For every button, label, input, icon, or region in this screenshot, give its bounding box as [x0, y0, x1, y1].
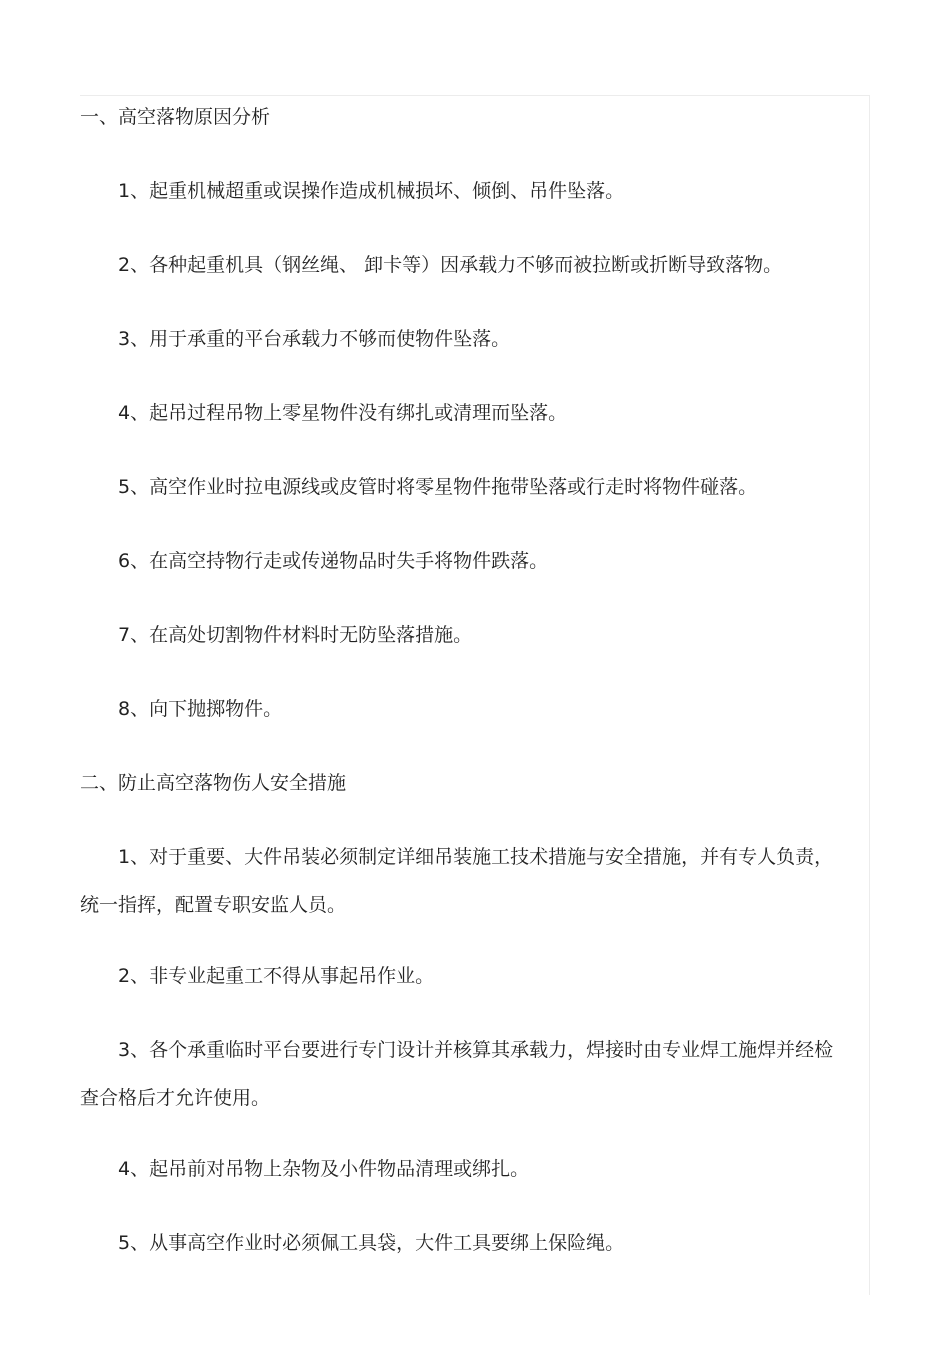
cause-item-6: 6、在高空持物行走或传递物品时失手将物件跌落。 — [118, 550, 549, 572]
cause-item-2: 2、各种起重机具（钢丝绳、 卸卡等）因承载力不够而被拉断或折断导致落物。 — [118, 254, 783, 276]
measure-item-5: 5、从事高空作业时必须佩工具袋，大件工具要绑上保险绳。 — [118, 1232, 625, 1254]
cause-item-7: 7、在高处切割物件材料时无防坠落措施。 — [118, 624, 473, 646]
measure-item-1: 1、对于重要、大件吊装必须制定详细吊装施工技术措施与安全措施，并有专人负责，统一指挥，配置专职安监人员。 — [80, 846, 834, 916]
cause-item-8: 8、向下抛掷物件。 — [118, 698, 283, 720]
measure-item-4: 4、起吊前对吊物上杂物及小件物品清理或绑扎。 — [118, 1158, 530, 1180]
document-body — [80, 100, 840, 1260]
cause-item-1: 1、起重机械超重或误操作造成机械损坏、倾倒、吊件坠落。 — [118, 180, 625, 202]
section-heading-measures: 二、防止高空落物伤人安全措施 — [80, 772, 347, 794]
measure-item-2: 2、非专业起重工不得从事起吊作业。 — [118, 965, 435, 987]
cause-item-4: 4、起吊过程吊物上零星物件没有绑扎或清理而坠落。 — [118, 402, 568, 424]
measure-item-3: 3、各个承重临时平台要进行专门设计并核算其承载力，焊接时由专业焊工施焊并经检查合格后才允许使用。 — [80, 1039, 834, 1109]
cause-item-5: 5、高空作业时拉电源线或皮管时将零星物件拖带坠落或行走时将物件碰落。 — [118, 476, 758, 498]
section-heading-causes: 一、高空落物原因分析 — [80, 106, 271, 128]
cause-item-3: 3、用于承重的平台承载力不够而使物件坠落。 — [118, 328, 511, 350]
